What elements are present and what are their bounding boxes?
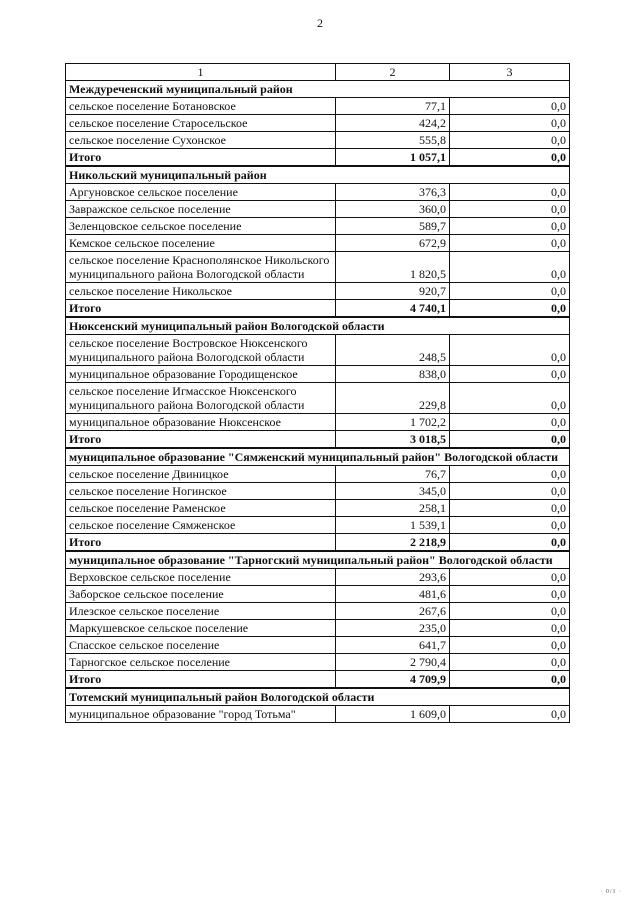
settlement-name: муниципальное образование Городищенское bbox=[66, 366, 336, 383]
settlement-name: сельское поселение Никольское bbox=[66, 283, 336, 300]
total-col2: 2 218,9 bbox=[336, 534, 450, 552]
amount-col3: 0,0 bbox=[450, 517, 570, 534]
section-title: Нюксенский муниципальный район Вологодской области bbox=[66, 317, 570, 335]
amount-col3: 0,0 bbox=[450, 335, 570, 366]
settlement-name: Кемское сельское поселение bbox=[66, 235, 336, 252]
table-row bbox=[66, 483, 570, 500]
total-col3: 0,0 bbox=[450, 431, 570, 449]
amount-col2: 2 790,4 bbox=[336, 654, 450, 671]
table-row bbox=[66, 603, 570, 620]
amount-col2: 838,0 bbox=[336, 366, 450, 383]
amount-col3: 0,0 bbox=[450, 483, 570, 500]
table-row bbox=[66, 235, 570, 252]
amount-col2: 293,6 bbox=[336, 569, 450, 586]
amount-col2: 1 702,2 bbox=[336, 414, 450, 431]
settlement-name: Завражское сельское поселение bbox=[66, 201, 336, 218]
settlement-name: муниципальное образование Нюксенское bbox=[66, 414, 336, 431]
amount-col3: 0,0 bbox=[450, 283, 570, 300]
settlement-name: сельское поселение Востровское Нюксенского муниципального района Вологодской области bbox=[66, 335, 336, 366]
section-title: Междуреченский муниципальный район bbox=[66, 81, 570, 98]
settlement-name: сельское поселение Краснополянское Никольского муниципального района Вологодской области bbox=[66, 252, 336, 283]
amount-col3: 0,0 bbox=[450, 414, 570, 431]
amount-col3: 0,0 bbox=[450, 115, 570, 132]
section-header-row bbox=[66, 317, 570, 335]
total-col2: 4 709,9 bbox=[336, 671, 450, 689]
amount-col3: 0,0 bbox=[450, 132, 570, 149]
settlement-name: Маркушевское сельское поселение bbox=[66, 620, 336, 637]
amount-col2: 76,7 bbox=[336, 466, 450, 483]
amount-col2: 258,1 bbox=[336, 500, 450, 517]
table-row bbox=[66, 466, 570, 483]
settlement-name: Верховское сельское поселение bbox=[66, 569, 336, 586]
amount-col3: 0,0 bbox=[450, 500, 570, 517]
table-row bbox=[66, 500, 570, 517]
amount-col3: 0,0 bbox=[450, 383, 570, 414]
total-row bbox=[66, 671, 570, 689]
amount-col2: 1 539,1 bbox=[336, 517, 450, 534]
section-title: муниципальное образование "Тарногский муниципальный район" Вологодской области bbox=[66, 551, 570, 569]
total-row bbox=[66, 534, 570, 552]
settlement-name: муниципальное образование "город Тотьма" bbox=[66, 706, 336, 723]
column-number-header-row bbox=[66, 64, 570, 81]
table-row bbox=[66, 184, 570, 201]
section-title: Тотемский муниципальный район Вологодской области bbox=[66, 688, 570, 706]
column-header-1: 1 bbox=[66, 64, 336, 81]
amount-col2: 481,6 bbox=[336, 586, 450, 603]
settlement-name: Илезское сельское поселение bbox=[66, 603, 336, 620]
settlement-name: Зеленцовское сельское поселение bbox=[66, 218, 336, 235]
total-col3: 0,0 bbox=[450, 300, 570, 318]
settlement-name: сельское поселение Сямженское bbox=[66, 517, 336, 534]
section-header-row bbox=[66, 551, 570, 569]
section-header-row bbox=[66, 448, 570, 466]
table-row bbox=[66, 586, 570, 603]
amount-col2: 672,9 bbox=[336, 235, 450, 252]
amount-col3: 0,0 bbox=[450, 654, 570, 671]
amount-col3: 0,0 bbox=[450, 586, 570, 603]
total-col3: 0,0 bbox=[450, 149, 570, 167]
total-col2: 4 740,1 bbox=[336, 300, 450, 318]
total-label: Итого bbox=[66, 149, 336, 167]
settlement-name: сельское поселение Сухонское bbox=[66, 132, 336, 149]
table-row bbox=[66, 335, 570, 366]
settlement-name: сельское поселение Ногинское bbox=[66, 483, 336, 500]
amount-col2: 641,7 bbox=[336, 637, 450, 654]
total-label: Итого bbox=[66, 671, 336, 689]
table-row bbox=[66, 569, 570, 586]
table-row bbox=[66, 383, 570, 414]
amount-col2: 235,0 bbox=[336, 620, 450, 637]
total-col2: 1 057,1 bbox=[336, 149, 450, 167]
column-header-2: 2 bbox=[336, 64, 450, 81]
section-header-row bbox=[66, 81, 570, 98]
amount-col2: 267,6 bbox=[336, 603, 450, 620]
amount-col2: 229,8 bbox=[336, 383, 450, 414]
table-row bbox=[66, 98, 570, 115]
amount-col3: 0,0 bbox=[450, 235, 570, 252]
amount-col3: 0,0 bbox=[450, 201, 570, 218]
budget-distribution-table bbox=[65, 63, 570, 723]
table-row bbox=[66, 706, 570, 723]
footer-stamp: · 0/1 · bbox=[600, 889, 622, 895]
amount-col3: 0,0 bbox=[450, 466, 570, 483]
settlement-name: сельское поселение Раменское bbox=[66, 500, 336, 517]
table-row bbox=[66, 201, 570, 218]
amount-col2: 920,7 bbox=[336, 283, 450, 300]
settlement-name: сельское поселение Двиницкое bbox=[66, 466, 336, 483]
column-header-3: 3 bbox=[450, 64, 570, 81]
amount-col2: 1 609,0 bbox=[336, 706, 450, 723]
section-header-row bbox=[66, 688, 570, 706]
amount-col2: 1 820,5 bbox=[336, 252, 450, 283]
amount-col2: 376,3 bbox=[336, 184, 450, 201]
amount-col2: 589,7 bbox=[336, 218, 450, 235]
amount-col3: 0,0 bbox=[450, 620, 570, 637]
total-label: Итого bbox=[66, 431, 336, 449]
amount-col3: 0,0 bbox=[450, 184, 570, 201]
total-label: Итого bbox=[66, 300, 336, 318]
table-row bbox=[66, 218, 570, 235]
amount-col3: 0,0 bbox=[450, 569, 570, 586]
table-row bbox=[66, 283, 570, 300]
amount-col3: 0,0 bbox=[450, 603, 570, 620]
table-row bbox=[66, 366, 570, 383]
section-title: муниципальное образование "Сямженский муниципальный район" Вологодской области bbox=[66, 448, 570, 466]
amount-col3: 0,0 bbox=[450, 252, 570, 283]
amount-col2: 248,5 bbox=[336, 335, 450, 366]
amount-col2: 360,0 bbox=[336, 201, 450, 218]
table-row bbox=[66, 654, 570, 671]
settlement-name: Тарногское сельское поселение bbox=[66, 654, 336, 671]
total-label: Итого bbox=[66, 534, 336, 552]
amount-col3: 0,0 bbox=[450, 637, 570, 654]
amount-col2: 424,2 bbox=[336, 115, 450, 132]
amount-col3: 0,0 bbox=[450, 706, 570, 723]
table-row bbox=[66, 517, 570, 534]
section-header-row bbox=[66, 166, 570, 184]
table-row bbox=[66, 637, 570, 654]
settlement-name: сельское поселение Старосельское bbox=[66, 115, 336, 132]
amount-col2: 555,8 bbox=[336, 132, 450, 149]
total-row bbox=[66, 431, 570, 449]
settlement-name: Спасское сельское поселение bbox=[66, 637, 336, 654]
page-number: 2 bbox=[317, 16, 323, 30]
table-row bbox=[66, 414, 570, 431]
amount-col3: 0,0 bbox=[450, 218, 570, 235]
total-row bbox=[66, 149, 570, 167]
table-row bbox=[66, 132, 570, 149]
section-title: Никольский муниципальный район bbox=[66, 166, 570, 184]
settlement-name: сельское поселение Ботановское bbox=[66, 98, 336, 115]
total-col3: 0,0 bbox=[450, 534, 570, 552]
settlement-name: Аргуновское сельское поселение bbox=[66, 184, 336, 201]
table-row bbox=[66, 115, 570, 132]
settlement-name: сельское поселение Игмасское Нюксенского муниципального района Вологодской области bbox=[66, 383, 336, 414]
settlement-name: Заборское сельское поселение bbox=[66, 586, 336, 603]
amount-col2: 77,1 bbox=[336, 98, 450, 115]
total-row bbox=[66, 300, 570, 318]
total-col2: 3 018,5 bbox=[336, 431, 450, 449]
table-row bbox=[66, 252, 570, 283]
amount-col3: 0,0 bbox=[450, 98, 570, 115]
amount-col2: 345,0 bbox=[336, 483, 450, 500]
table-row bbox=[66, 620, 570, 637]
amount-col3: 0,0 bbox=[450, 366, 570, 383]
total-col3: 0,0 bbox=[450, 671, 570, 689]
